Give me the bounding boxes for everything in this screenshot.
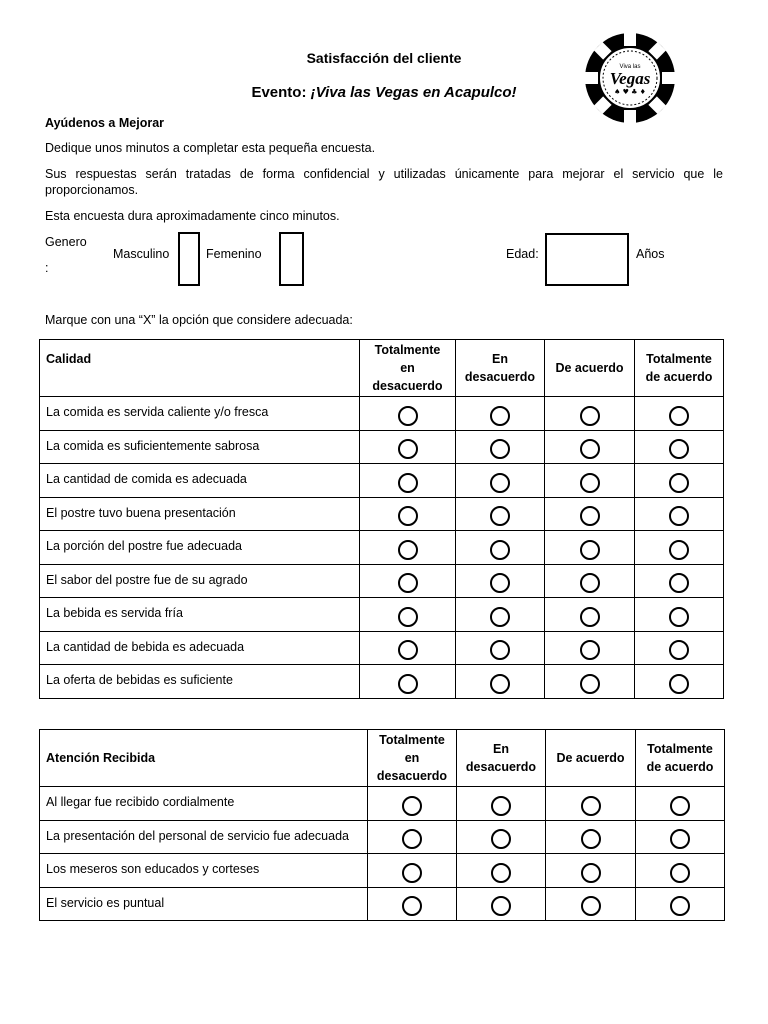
option-cell (635, 430, 724, 464)
radio-de-acuerdo[interactable] (581, 863, 601, 883)
radio-totalmente-acuerdo[interactable] (669, 439, 689, 459)
option-cell (456, 397, 545, 431)
radio-de-acuerdo[interactable] (580, 607, 600, 627)
table-row (40, 887, 725, 921)
option-cell (368, 787, 457, 821)
radio-totalmente-desacuerdo[interactable] (402, 829, 422, 849)
table-row (40, 820, 725, 854)
option-cell (360, 397, 456, 431)
question-label: El sabor del postre fue de su agrado (40, 564, 360, 598)
radio-en-desacuerdo[interactable] (490, 640, 510, 660)
option-cell (456, 665, 545, 699)
radio-totalmente-desacuerdo[interactable] (398, 473, 418, 493)
question-label: Al llegar fue recibido cordialmente (40, 787, 368, 821)
question-label: La porción del postre fue adecuada (40, 531, 360, 565)
radio-totalmente-acuerdo[interactable] (670, 896, 690, 916)
logo-small-text: Viva las (619, 64, 641, 70)
radio-de-acuerdo[interactable] (581, 896, 601, 916)
radio-en-desacuerdo[interactable] (490, 674, 510, 694)
option-cell (635, 665, 724, 699)
question-label: Los meseros son educados y corteses (40, 854, 368, 888)
col-en-desacuerdo: En desacuerdo (457, 730, 546, 787)
page-title: Satisfacción del cliente (306, 50, 462, 66)
option-cell (368, 820, 457, 854)
instruction: Marque con una “X” la opción que considere adecuada: (45, 313, 353, 327)
table-header (40, 730, 725, 787)
radio-en-desacuerdo[interactable] (490, 540, 510, 560)
table-header (40, 340, 724, 397)
radio-en-desacuerdo[interactable] (490, 473, 510, 493)
radio-totalmente-desacuerdo[interactable] (398, 406, 418, 426)
radio-totalmente-acuerdo[interactable] (669, 473, 689, 493)
option-cell (635, 531, 724, 565)
option-cell (360, 598, 456, 632)
question-label: La comida es suficientemente sabrosa (40, 430, 360, 464)
intro-line-3: Esta encuesta dura aproximadamente cinco minutos. (45, 209, 340, 223)
question-label: La oferta de bebidas es suficiente (40, 665, 360, 699)
table-row (40, 854, 725, 888)
radio-totalmente-desacuerdo[interactable] (398, 607, 418, 627)
question-label: La bebida es servida fría (40, 598, 360, 632)
poker-chip-icon (584, 32, 676, 124)
question-label: La comida es servida caliente y/o fresca (40, 397, 360, 431)
radio-totalmente-desacuerdo[interactable] (398, 640, 418, 660)
option-cell (360, 665, 456, 699)
option-cell (457, 887, 546, 921)
intro-heading: Ayúdenos a Mejorar (45, 116, 165, 130)
radio-en-desacuerdo[interactable] (491, 796, 511, 816)
option-cell (635, 397, 724, 431)
option-cell (368, 854, 457, 888)
option-cell (545, 665, 635, 699)
option-cell (545, 531, 635, 565)
femenino-label: Femenino (206, 247, 262, 261)
option-cell (457, 854, 546, 888)
option-cell (456, 430, 545, 464)
radio-totalmente-desacuerdo[interactable] (402, 796, 422, 816)
option-cell (368, 887, 457, 921)
radio-en-desacuerdo[interactable] (490, 506, 510, 526)
intro-line-1: Dedique unos minutos a completar esta pequeña encuesta. (45, 141, 376, 155)
col-totalmente-desacuerdo: Totalmente en desacuerdo (368, 730, 457, 787)
intro-line-2b: proporcionamos. (45, 183, 139, 197)
table-row (40, 397, 724, 431)
option-cell (545, 430, 635, 464)
radio-totalmente-acuerdo[interactable] (670, 863, 690, 883)
logo-text: Vegas (609, 69, 651, 88)
option-cell (545, 564, 635, 598)
radio-de-acuerdo[interactable] (580, 674, 600, 694)
col-totalmente-acuerdo: Totalmente de acuerdo (636, 730, 725, 787)
option-cell (546, 854, 636, 888)
table-row (40, 787, 725, 821)
radio-totalmente-desacuerdo[interactable] (402, 863, 422, 883)
radio-totalmente-acuerdo[interactable] (670, 829, 690, 849)
option-cell (360, 497, 456, 531)
genero-label: Genero (45, 235, 87, 249)
option-cell (635, 598, 724, 632)
option-cell (635, 564, 724, 598)
option-cell (456, 497, 545, 531)
radio-en-desacuerdo[interactable] (490, 439, 510, 459)
radio-en-desacuerdo[interactable] (491, 863, 511, 883)
radio-de-acuerdo[interactable] (580, 573, 600, 593)
option-cell (635, 631, 724, 665)
radio-en-desacuerdo[interactable] (491, 896, 511, 916)
femenino-checkbox[interactable] (279, 232, 304, 286)
table-row (40, 598, 724, 632)
radio-totalmente-acuerdo[interactable] (669, 406, 689, 426)
col-en-desacuerdo: En desacuerdo (456, 340, 545, 397)
radio-en-desacuerdo[interactable] (491, 829, 511, 849)
radio-totalmente-acuerdo[interactable] (669, 674, 689, 694)
question-label: La presentación del personal de servicio fue adecuada (40, 820, 368, 854)
table-row (40, 665, 724, 699)
radio-totalmente-desacuerdo[interactable] (398, 439, 418, 459)
option-cell (636, 854, 725, 888)
option-cell (636, 820, 725, 854)
option-cell (545, 598, 635, 632)
option-cell (636, 787, 725, 821)
option-cell (360, 464, 456, 498)
option-cell (456, 531, 545, 565)
radio-totalmente-acuerdo[interactable] (669, 640, 689, 660)
table-row (40, 430, 724, 464)
radio-totalmente-desacuerdo[interactable] (398, 573, 418, 593)
radio-totalmente-acuerdo[interactable] (669, 540, 689, 560)
col-de-acuerdo: De acuerdo (546, 730, 636, 787)
col-totalmente-acuerdo: Totalmente de acuerdo (635, 340, 724, 397)
radio-de-acuerdo[interactable] (581, 829, 601, 849)
option-cell (360, 430, 456, 464)
radio-en-desacuerdo[interactable] (490, 607, 510, 627)
table-row (40, 464, 724, 498)
option-cell (457, 787, 546, 821)
option-cell (360, 564, 456, 598)
option-cell (546, 820, 636, 854)
option-cell (545, 464, 635, 498)
radio-totalmente-acuerdo[interactable] (669, 573, 689, 593)
calidad-table (39, 339, 724, 699)
option-cell (636, 887, 725, 921)
option-cell (456, 598, 545, 632)
option-cell (635, 497, 724, 531)
category-header: Calidad (40, 340, 360, 397)
question-label: El postre tuvo buena presentación (40, 497, 360, 531)
col-de-acuerdo: De acuerdo (545, 340, 635, 397)
genero-colon: : (45, 261, 49, 275)
masculino-checkbox[interactable] (178, 232, 200, 286)
radio-totalmente-acuerdo[interactable] (670, 796, 690, 816)
question-label: La cantidad de bebida es adecuada (40, 631, 360, 665)
table-row (40, 497, 724, 531)
radio-totalmente-acuerdo[interactable] (669, 607, 689, 627)
option-cell (456, 564, 545, 598)
option-cell (545, 631, 635, 665)
radio-de-acuerdo[interactable] (580, 506, 600, 526)
option-cell (457, 820, 546, 854)
option-cell (360, 631, 456, 665)
option-cell (635, 464, 724, 498)
edad-input[interactable] (545, 233, 629, 286)
col-totalmente-desacuerdo: Totalmente en desacuerdo (360, 340, 456, 397)
event-name: ¡Viva las Vegas en Acapulco! (310, 84, 517, 101)
category-header: Atención Recibida (40, 730, 368, 787)
question-label: El servicio es puntual (40, 887, 368, 921)
radio-totalmente-acuerdo[interactable] (669, 506, 689, 526)
svg-text:♠ ♥ ♣ ♦: ♠ ♥ ♣ ♦ (614, 88, 646, 96)
option-cell (546, 787, 636, 821)
option-cell (456, 464, 545, 498)
radio-totalmente-desacuerdo[interactable] (398, 540, 418, 560)
anos-label: Años (636, 247, 665, 261)
radio-en-desacuerdo[interactable] (490, 573, 510, 593)
question-label: La cantidad de comida es adecuada (40, 464, 360, 498)
masculino-label: Masculino (113, 247, 170, 261)
option-cell (456, 631, 545, 665)
radio-de-acuerdo[interactable] (580, 540, 600, 560)
radio-totalmente-desacuerdo[interactable] (398, 506, 418, 526)
radio-totalmente-desacuerdo[interactable] (398, 674, 418, 694)
intro-line-2a: Sus respuestas serán tratadas de forma confidencial y utilizadas únicamente para mejorar el servicio que le (45, 167, 723, 181)
atencion-table (39, 729, 725, 921)
vegas-chip-logo (584, 32, 676, 124)
table-row (40, 531, 724, 565)
radio-totalmente-desacuerdo[interactable] (402, 896, 422, 916)
option-cell (546, 887, 636, 921)
event-prefix: Evento: (251, 84, 311, 101)
option-cell (545, 397, 635, 431)
radio-de-acuerdo[interactable] (580, 406, 600, 426)
option-cell (360, 531, 456, 565)
table-row (40, 631, 724, 665)
radio-de-acuerdo[interactable] (580, 439, 600, 459)
radio-de-acuerdo[interactable] (580, 640, 600, 660)
edad-label: Edad: (506, 247, 539, 261)
radio-de-acuerdo[interactable] (580, 473, 600, 493)
option-cell (545, 497, 635, 531)
radio-en-desacuerdo[interactable] (490, 406, 510, 426)
table-row (40, 564, 724, 598)
radio-de-acuerdo[interactable] (581, 796, 601, 816)
